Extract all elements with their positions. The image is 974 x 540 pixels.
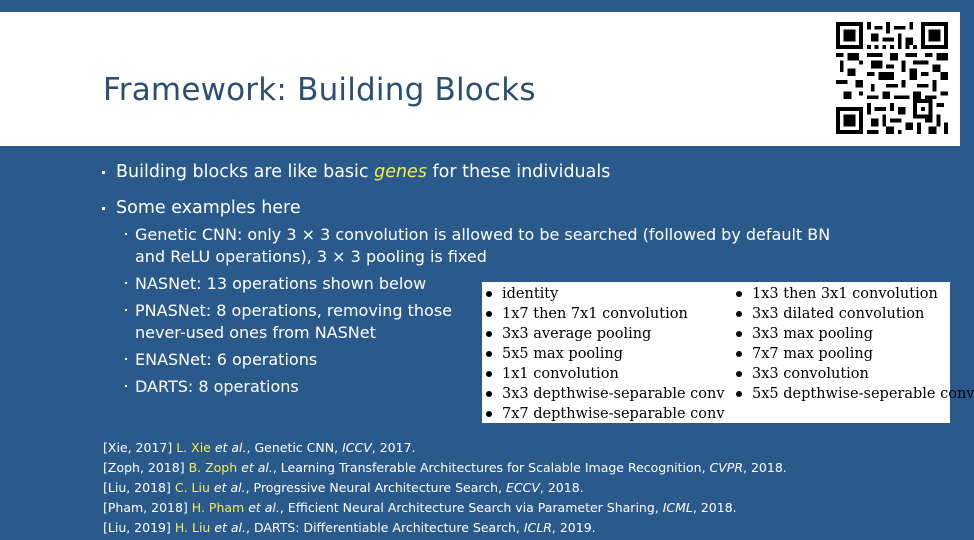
bullet-dot-icon: [736, 371, 742, 377]
operation-item: [732, 324, 974, 344]
reference-year: , 2019.: [551, 520, 596, 535]
bullet-marker: [102, 207, 105, 210]
qr-code-icon: [836, 22, 948, 134]
reference-title: , Genetic CNN,: [246, 440, 343, 455]
bullet-text: for these individuals: [426, 162, 611, 182]
bullet-text: Some examples here: [116, 198, 301, 218]
reference-tag: [Liu, 2019]: [103, 520, 175, 535]
bullet-dot-icon: [486, 351, 492, 357]
highlight-genes: genes: [374, 162, 427, 182]
bullet-examples: [102, 194, 862, 222]
sub-bullet-text: PNASNet: 8 operations, removing those never-used ones from NASNet: [135, 301, 452, 342]
operation-label: 5x5 depthwise-seperable conv: [752, 386, 974, 402]
operation-label: 1x3 then 3x1 convolution: [752, 286, 938, 302]
operation-label: 3x3 average pooling: [502, 326, 652, 342]
reference-venue: ICML: [662, 500, 693, 515]
sub-bullet-text: Genetic CNN: only 3 × 3 convolution is allowed to be searched (followed by default BN and ReLU operations), 3 × 3 pooling is fixed: [135, 225, 831, 266]
reference-year: , 2017.: [371, 440, 416, 455]
reference-venue: ICCV: [342, 440, 372, 455]
sub-bullet-nasnet: [102, 273, 482, 295]
references: [103, 438, 953, 538]
reference-title: , Efficient Neural Architecture Search via Parameter Sharing,: [279, 500, 663, 515]
operation-item: [482, 324, 725, 344]
operation-item: [732, 304, 974, 324]
reference-item: [103, 458, 953, 478]
sub-bullet-marker: [125, 233, 127, 235]
reference-title: , Progressive Neural Architecture Search,: [245, 480, 506, 495]
sub-bullet-pnasnet: [102, 300, 474, 344]
reference-year: , 2018.: [743, 460, 787, 475]
reference-author: H. Pham: [191, 500, 245, 515]
reference-author: L. Xie: [176, 440, 211, 455]
operation-label: 3x3 max pooling: [752, 326, 874, 342]
operation-item: [732, 284, 974, 304]
operation-item: [482, 364, 725, 384]
reference-year: , 2018.: [692, 500, 737, 515]
reference-tag: [Pham, 2018]: [103, 500, 192, 515]
reference-tag: [Xie, 2017]: [103, 440, 177, 455]
reference-etal: et al.: [237, 460, 273, 475]
bullet-dot-icon: [486, 291, 492, 297]
sub-bullet-text: ENASNet: 6 operations: [135, 350, 318, 369]
reference-tag: [Zoph, 2018]: [103, 460, 189, 475]
bullet-dot-icon: [486, 371, 492, 377]
operations-column-right: [732, 284, 974, 404]
operation-label: 7x7 depthwise-separable conv: [502, 406, 725, 422]
sub-bullet-marker: [125, 358, 127, 360]
bullet-dot-icon: [736, 311, 742, 317]
operation-label: 1x7 then 7x1 convolution: [502, 306, 688, 322]
sub-bullet-marker: [125, 309, 127, 311]
operation-item: [482, 384, 725, 404]
operation-label: 7x7 max pooling: [752, 346, 874, 362]
bullet-dot-icon: [736, 291, 742, 297]
reference-title: , DARTS: Differentiable Architecture Search,: [246, 520, 524, 535]
operation-item: [482, 344, 725, 364]
bullet-dot-icon: [486, 311, 492, 317]
operation-label: 3x3 dilated convolution: [752, 306, 925, 322]
bullet-dot-icon: [486, 331, 492, 337]
sub-bullet-genetic-cnn: [102, 224, 852, 268]
operation-item: [482, 284, 725, 304]
reference-tag: [Liu, 2018]: [103, 480, 175, 495]
reference-item: [103, 498, 953, 518]
sub-bullet-marker: [125, 282, 127, 284]
reference-item: [103, 518, 953, 538]
operation-label: 3x3 convolution: [752, 366, 869, 382]
sub-bullet-text: DARTS: 8 operations: [135, 377, 299, 396]
bullet-dot-icon: [736, 351, 742, 357]
title-band: [0, 12, 960, 146]
sub-bullet-darts: [102, 376, 474, 398]
reference-venue: CVPR: [709, 460, 744, 475]
bullet-genes: [102, 158, 862, 186]
reference-etal: et al.: [210, 520, 247, 535]
operation-label: 5x5 max pooling: [502, 346, 624, 362]
bullet-dot-icon: [736, 331, 742, 337]
bullet-dot-icon: [736, 391, 742, 397]
reference-author: C. Liu: [174, 480, 210, 495]
bullet-dot-icon: [486, 411, 492, 417]
reference-year: , 2018.: [539, 480, 584, 495]
bullet-dot-icon: [486, 391, 492, 397]
operation-item: [482, 304, 725, 324]
reference-venue: ECCV: [506, 480, 540, 495]
bullet-marker: [102, 171, 105, 174]
reference-title: , Learning Transferable Architectures for Scalable Image Recognition,: [272, 460, 710, 475]
top-strip: [0, 0, 960, 12]
reference-author: B. Zoph: [188, 460, 238, 475]
operation-label: identity: [502, 286, 559, 302]
slide-title: Framework: Building Blocks: [103, 72, 536, 108]
operations-column-left: [482, 284, 725, 424]
operation-item: [732, 364, 974, 384]
reference-author: H. Liu: [174, 520, 211, 535]
reference-item: [103, 438, 953, 458]
operation-item: [732, 344, 974, 364]
reference-etal: et al.: [244, 500, 280, 515]
operations-table: [482, 282, 974, 423]
sub-bullet-enasnet: [102, 349, 474, 371]
operation-item: [482, 404, 725, 424]
sub-bullet-text: NASNet: 13 operations shown below: [135, 274, 427, 293]
reference-etal: et al.: [209, 480, 246, 495]
reference-etal: et al.: [210, 440, 247, 455]
operation-label: 3x3 depthwise-separable conv: [502, 386, 725, 402]
operation-item: [732, 384, 974, 404]
reference-item: [103, 478, 953, 498]
sub-bullet-marker: [125, 385, 127, 387]
reference-venue: ICLR: [523, 520, 552, 535]
bullet-text: Building blocks are like basic: [116, 162, 375, 182]
operation-label: 1x1 convolution: [502, 366, 619, 382]
